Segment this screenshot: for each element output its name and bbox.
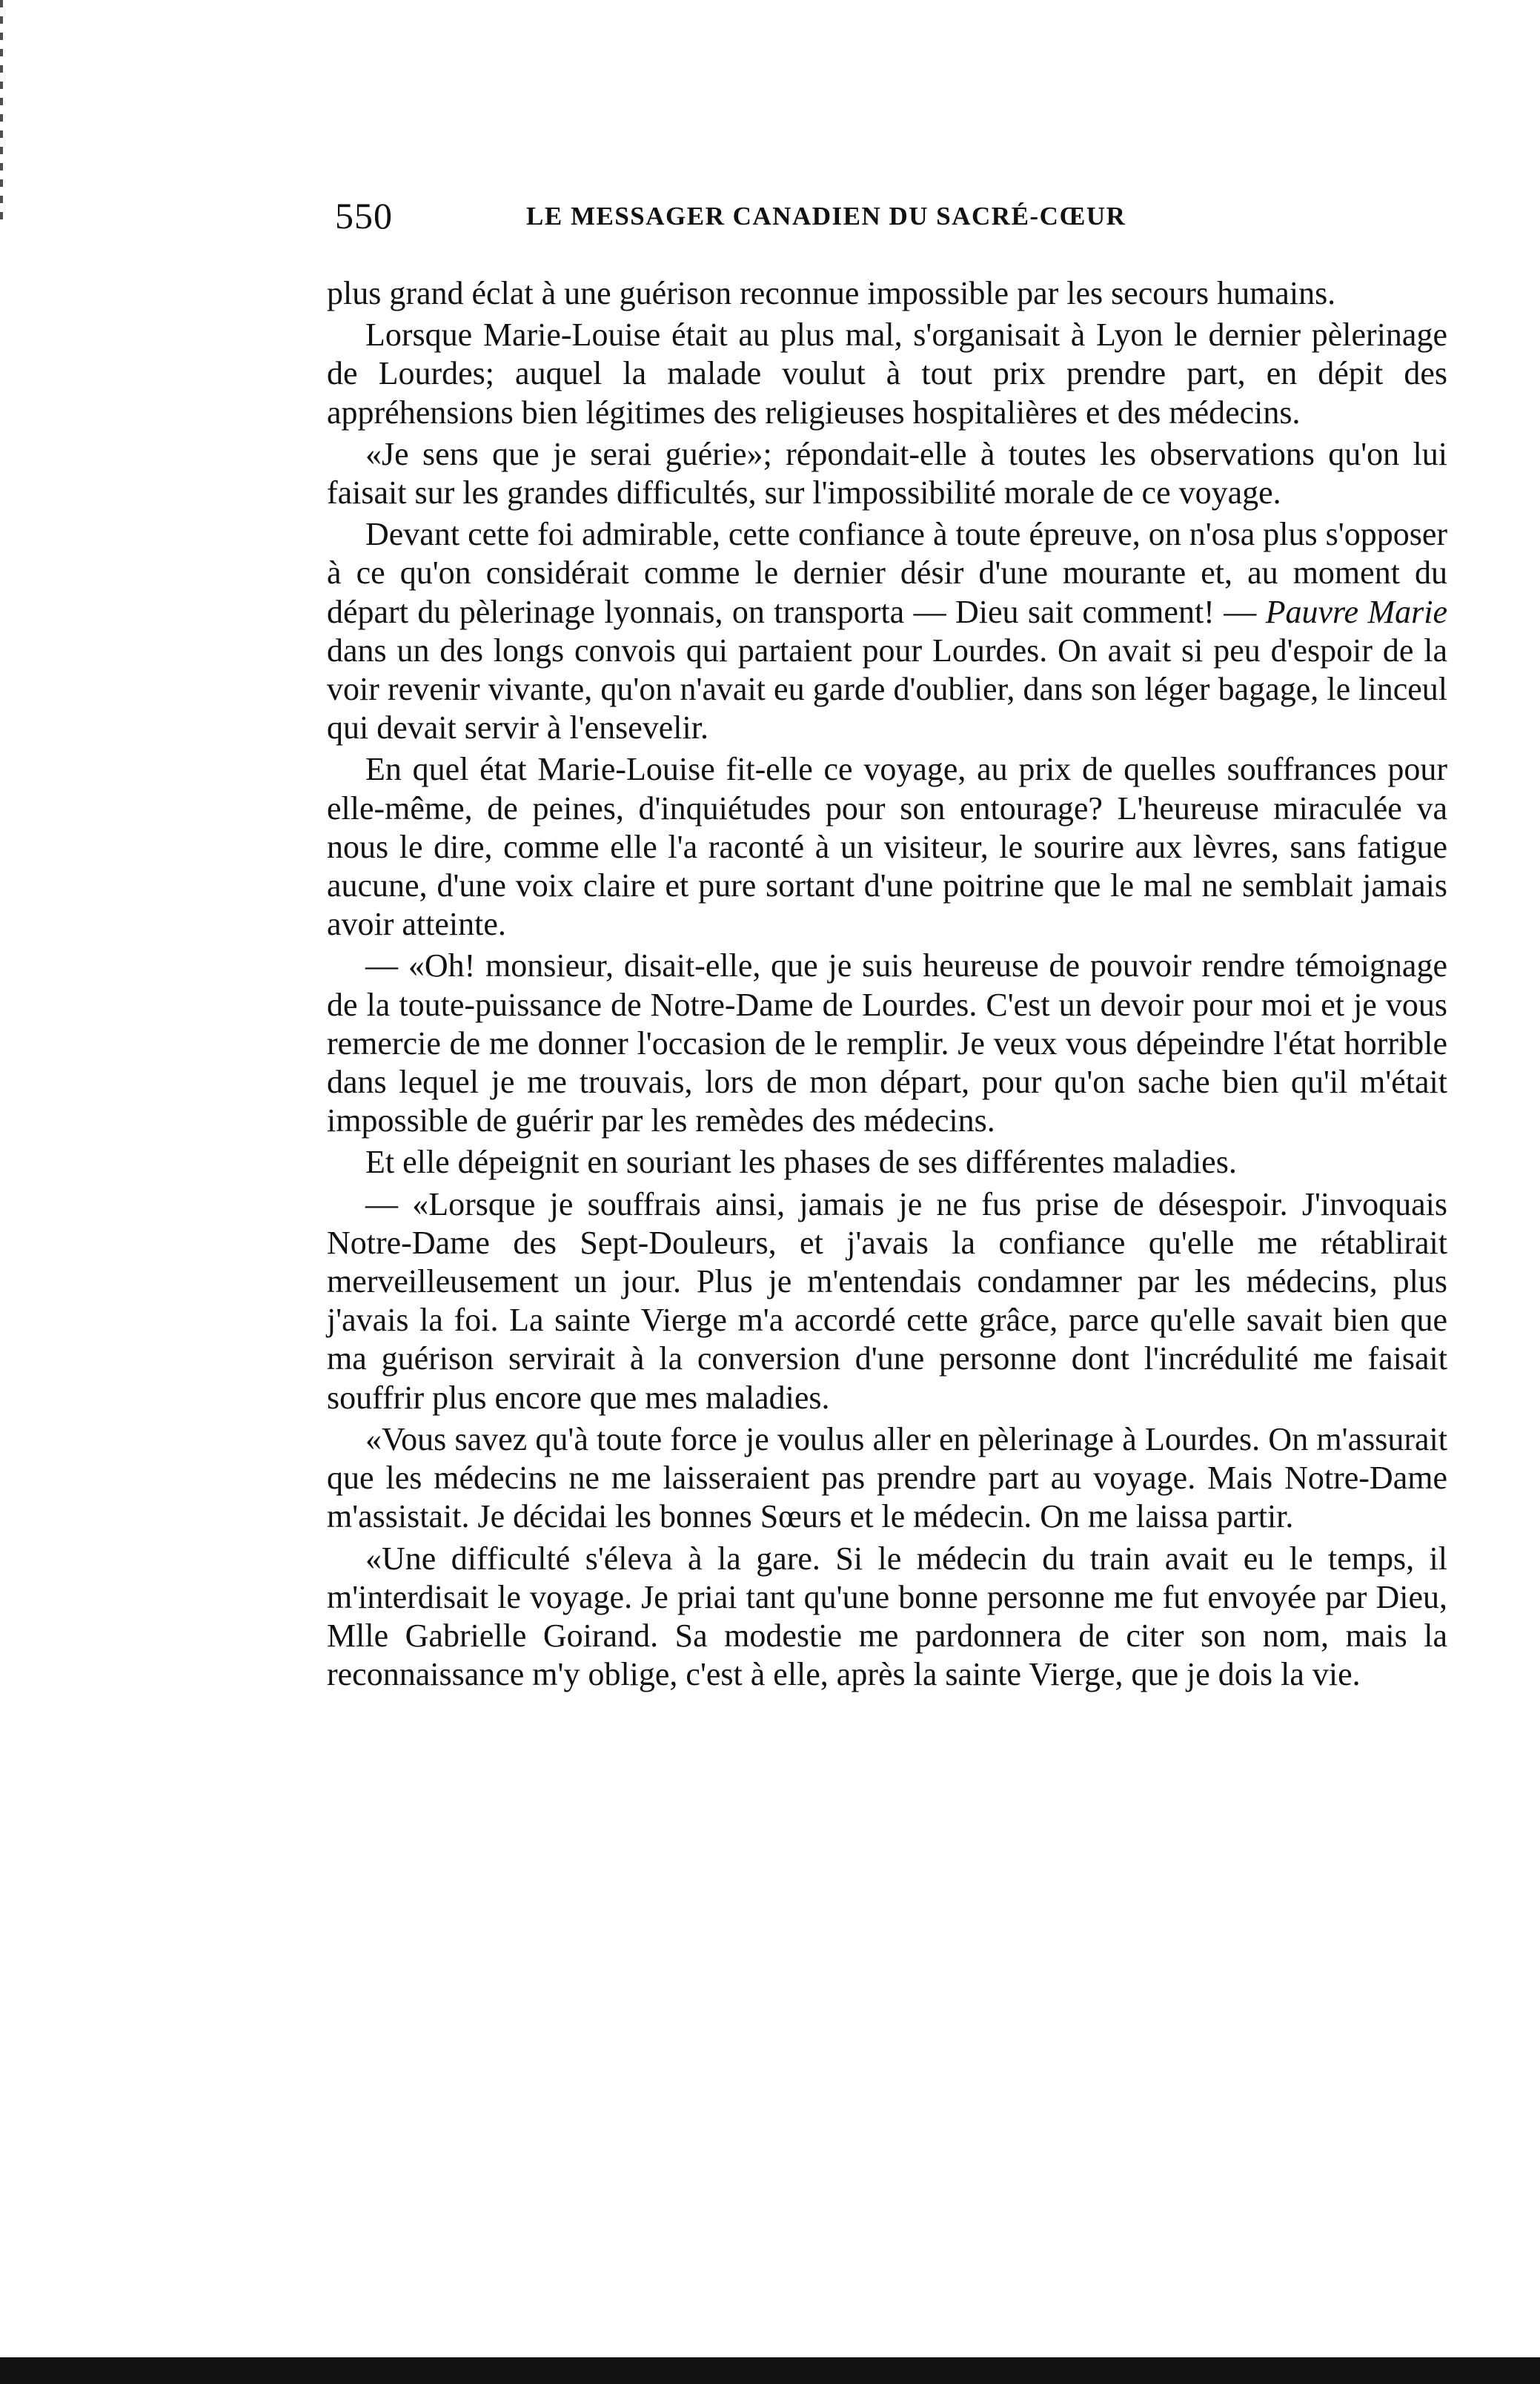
paragraph: «Vous savez qu'à toute force je voulus aller en pèlerinage à Lourdes. On m'assurait que les médecins ne me laisseraient pas prendre part au voyage. Mais Notre-Dame m'assistait. Je décidai les bonnes Sœurs et le médecin. On me laissa partir. xyxy=(327,1420,1447,1535)
running-head: LE MESSAGER CANADIEN DU SACRÉ-CŒUR xyxy=(526,202,1126,231)
paragraph-text: Devant cette foi admirable, cette confiance à toute épreuve, on n'osa plus s'opposer à ce qu'on considérait comme le dernier désir d'une mourante et, au moment du départ du pèlerinage lyonnais, on transporta — Dieu sait comment! — xyxy=(327,516,1447,630)
paragraph: Lorsque Marie-Louise était au plus mal, s'organisait à Lyon le dernier pèlerinage de Lourdes; auquel la malade voulut à tout prix prendre part, en dépit des appréhensions bien légitimes des religieuses hospitalières et des médecins. xyxy=(327,317,1447,431)
scan-bottom-edge xyxy=(0,2357,1540,2384)
paragraph: «Je sens que je serai guérie»; répondait-elle à toutes les observations qu'on lui faisait sur les grandes difficultés, sur l'impossibilité morale de ce voyage. xyxy=(327,435,1447,511)
paragraph-continuation: plus grand éclat à une guérison reconnue impossible par les secours humains. xyxy=(327,275,1336,311)
page-number: 550 xyxy=(335,195,393,236)
paragraph-text: dans un des longs convois qui partaient pour Lourdes. On avait si peu d'espoir de la voir revenir vivante, qu'on n'avait eu garde d'oublier, dans son léger bagage, le linceul qui devait servir à l'ensevelir. xyxy=(327,632,1447,746)
paragraph: «Une difficulté s'éleva à la gare. Si le médecin du train avait eu le temps, il m'interdisait le voyage. Je priai tant qu'une bonne personne me fut envoyée par Dieu, Mlle Gabrielle Goirand. Sa modestie me pardonnera de citer son nom, mais la reconnaissance m'y oblige, c'est à elle, après la sainte Vierge, que je dois la vie. xyxy=(327,1540,1447,1693)
paragraph: — «Lorsque je souffrais ainsi, jamais je ne fus prise de désespoir. J'invoquais Notre-Dame des Sept-Douleurs, et j'avais la confiance qu'elle me rétablirait merveilleusement un jour. Plus je m'entendais condamner par les médecins, plus j'avais la foi. La sainte Vierge m'a accordé cette grâce, parce qu'elle savait bien que ma guérison servirait à la conversion d'une personne dont l'incrédulité me faisait souffrir plus encore que mes maladies. xyxy=(327,1185,1447,1416)
paragraph xyxy=(327,515,1447,747)
page-header xyxy=(335,194,1298,246)
page-edge-mark xyxy=(0,0,3,222)
paragraph: Et elle dépeignit en souriant les phases de ses différentes maladies. xyxy=(365,1144,1237,1181)
paragraph: — «Oh! monsieur, disait-elle, que je suis heureuse de pouvoir rendre témoignage de la toute-puissance de Notre-Dame de Lourdes. C'est un devoir pour moi et je vous remercie de me donner l'occasion de le remplir. Je veux vous dépeindre l'état horrible dans lequel je me trouvais, lors de mon départ, pour qu'on sache bien qu'il m'était impossible de guérir par les remèdes des médecins. xyxy=(327,947,1447,1139)
body-text xyxy=(327,274,1447,1697)
italic-name: Pauvre Marie xyxy=(1265,593,1447,630)
paragraph: En quel état Marie-Louise fit-elle ce voyage, au prix de quelles souffrances pour elle-même, de peines, d'inquiétudes pour son entourage? L'heureuse miraculée va nous le dire, comme elle l'a raconté à un visiteur, le sourire aux lèvres, sans fatigue aucune, d'une voix claire et pure sortant d'une poitrine que le mal ne semblait jamais avoir atteinte. xyxy=(327,751,1447,943)
